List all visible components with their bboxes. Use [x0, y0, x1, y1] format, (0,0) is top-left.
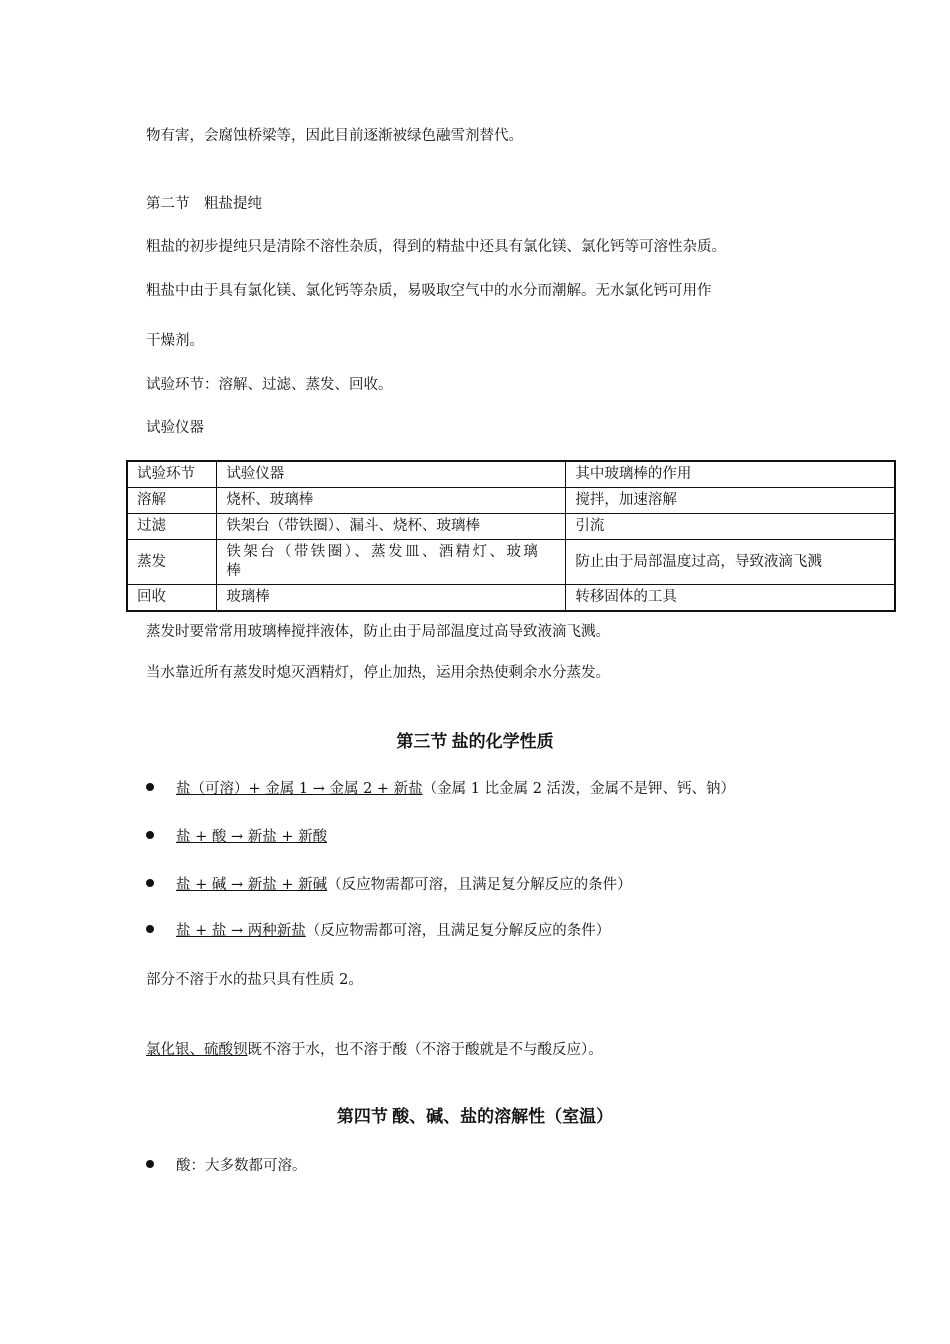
reaction-formula: 盐 + 碱 → 新盐 + 新碱: [176, 877, 328, 893]
experiment-table: [126, 460, 896, 612]
list-item: [146, 779, 735, 799]
reaction-note: （反应物需都可溶，且满足复分解反应的条件）: [305, 923, 611, 939]
paragraph-text: 部分不溶于水的盐只具有性质 2。: [146, 972, 363, 988]
paragraph-text: 物有害，会腐蚀桥梁等，因此目前逐渐被绿色融雪剂替代。: [146, 128, 523, 144]
table-cell: 铁架台（带铁圈）、漏斗、烧杯、玻璃棒: [217, 514, 566, 540]
list-item: [146, 921, 610, 941]
table-cell: 防止由于局部温度过高，导致液滴飞溅: [566, 540, 895, 585]
table-row: [127, 585, 895, 612]
bullet-icon: [146, 783, 154, 791]
bullet-icon: [146, 831, 154, 839]
section-title: 第三节 盐的化学性质: [396, 732, 554, 751]
table-cell: 烧杯、玻璃棒: [217, 488, 566, 514]
section-title: 第四节 酸、碱、盐的溶解性（室温）: [336, 1107, 614, 1126]
bullet-icon: [146, 1160, 154, 1168]
underlined-term: 氯化银、硫酸钡: [146, 1042, 248, 1058]
bullet-icon: [146, 925, 154, 933]
paragraph-text: 试验环节：溶解、过滤、蒸发、回收。: [146, 377, 393, 393]
table-cell: 回收: [127, 585, 217, 612]
paragraph-rest: 既不溶于水，也不溶于酸（不溶于酸就是不与酸反应）。: [247, 1042, 603, 1058]
paragraph-text: 试验仪器: [146, 420, 204, 436]
table-row: [127, 514, 895, 540]
bullet-icon: [146, 879, 154, 887]
table-cell: 铁架台（带铁圈）、蒸发皿、酒精灯、玻璃棒: [217, 540, 566, 585]
table-cell: 玻璃棒: [217, 585, 566, 612]
paragraph-text: [146, 1040, 603, 1060]
list-item: [146, 1156, 307, 1176]
table-cell: 溶解: [127, 488, 217, 514]
paragraph-text: 粗盐的初步提纯只是清除不溶性杂质，得到的精盐中还具有氯化镁、氯化钙等可溶性杂质。: [146, 239, 726, 255]
table-header-cell: 试验仪器: [217, 461, 566, 488]
table-cell: 引流: [566, 514, 895, 540]
table-cell: 转移固体的工具: [566, 585, 895, 612]
reaction-formula: 盐（可溶）+ 金属 1 → 金属 2 + 新盐: [176, 781, 423, 797]
list-item: [146, 875, 632, 895]
paragraph-text: 当水靠近所有蒸发时熄灭酒精灯，停止加热，运用余热使剩余水分蒸发。: [146, 665, 610, 681]
paragraph-text: 粗盐中由于具有氯化镁、氯化钙等杂质，易吸取空气中的水分而潮解。无水氯化钙可用作: [146, 283, 712, 299]
table-row: [127, 488, 895, 514]
table-header-cell: 其中玻璃棒的作用: [566, 461, 895, 488]
table-cell: 过滤: [127, 514, 217, 540]
table-cell: 蒸发: [127, 540, 217, 585]
reaction-formula: 盐 + 盐 → 两种新盐: [176, 923, 306, 939]
reaction-note: （反应物需都可溶，且满足复分解反应的条件）: [327, 877, 632, 893]
table-header-row: [127, 461, 895, 488]
list-item: [146, 827, 327, 847]
table-row: [127, 540, 895, 585]
list-item-text: 酸：大多数都可溶。: [176, 1158, 307, 1174]
reaction-formula: 盐 + 酸 → 新盐 + 新酸: [176, 829, 328, 845]
paragraph-text: 干燥剂。: [146, 333, 204, 349]
table-header-cell: 试验环节: [127, 461, 217, 488]
section-subtitle: 第二节 粗盐提纯: [146, 196, 262, 212]
table-cell: 搅拌，加速溶解: [566, 488, 895, 514]
reaction-note: （金属 1 比金属 2 活泼，金属不是钾、钙、钠）: [422, 781, 736, 797]
paragraph-text: 蒸发时要常常用玻璃棒搅拌液体，防止由于局部温度过高导致液滴飞溅。: [146, 624, 610, 640]
